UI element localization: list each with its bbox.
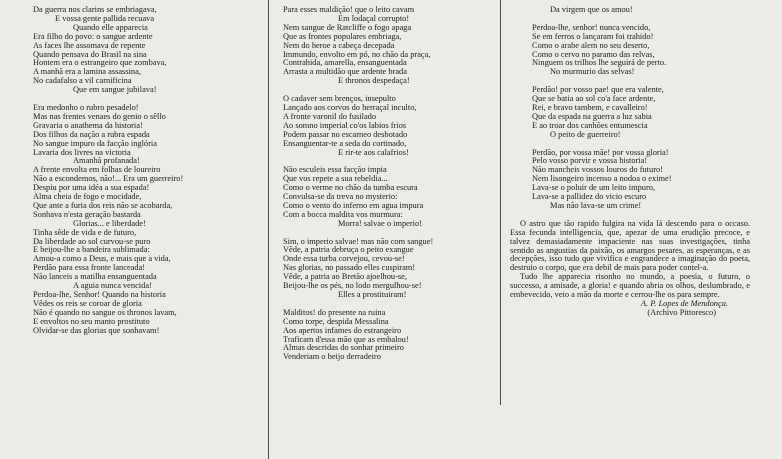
verse-line: Com a bocca maldita vos murmura: <box>283 210 403 219</box>
verse-line: Vêde, a patria debruça o peito exangue <box>283 246 414 255</box>
verse-line: Perdão para essa fronte lanceada! <box>33 264 146 273</box>
verse-line: Olvidar-se das glorias que sonhavam! <box>33 326 160 335</box>
stanza-gap <box>283 229 497 238</box>
verse-line: Immundo, envolto em pó, no chão da praça, <box>283 50 431 59</box>
verse-line: Contrahida, amarella, ensanguentada <box>283 59 407 68</box>
verse-line: Tinha sêde de vida e de futuro, <box>33 228 137 237</box>
verse-line: Gravaria o anathema da historia! <box>33 121 143 130</box>
verse-line: Morra! salvae o imperio! <box>338 219 422 228</box>
poem-column-3 <box>510 6 750 318</box>
verse-line: A frente envolta em folhas de loureiro <box>33 166 161 175</box>
stanza-gap <box>510 77 750 86</box>
verse-line: E rir-te aos calafrios! <box>338 148 409 157</box>
verse-line: Que as frontes populares embriaga, <box>283 32 402 41</box>
verse-line: Como o arabe alem no seu deserto, <box>532 41 650 50</box>
verse-line: Dos filhos da nação a rubra espada <box>33 130 150 139</box>
verse-line: Perdoa-lhe, Senhor! Quando na historia <box>33 291 166 299</box>
verse-line: A fronte varonil do fusilado <box>283 112 377 121</box>
verse-line: Nas glorias, no passado elles cuspiram! <box>283 264 416 273</box>
verse-line: A aguia nunca vencida! <box>73 282 152 291</box>
poem-column-2 <box>283 6 497 362</box>
stanza-gap <box>510 15 750 24</box>
verse-line: Convulsa-se da treva no mysterio: <box>283 193 398 202</box>
verse-line: Quando elle apparecia <box>73 23 148 32</box>
verse-line: Lançado aos corvos do herraçal inculto, <box>283 103 417 112</box>
stanza-gap <box>33 95 265 104</box>
verse-line: Sim, o imperio salvae! mas não com sangue! <box>283 237 434 246</box>
stanza-gap <box>283 157 497 166</box>
verse-line: Ensanguentar-te a seda do cortinado, <box>283 139 407 148</box>
verse-line: No sangue impuro da facção inglória <box>33 139 157 148</box>
verse-line: Ninguem os trilhos lhe seguirá de perto. <box>532 59 667 68</box>
verse-line: Vêde, a patria ao Bretão ajoelhou-se, <box>283 273 407 282</box>
verse-line: Hontem era o estrangeiro que zombava, <box>33 59 167 68</box>
verse-line: Lava-se o poluir de um leito impuro, <box>532 184 656 193</box>
verse-line: O peito de guerreiro! <box>550 130 621 139</box>
verse-line: E ao troar dos canhões entumescia <box>532 121 648 130</box>
verse-line: Nem do heroe a cabeça decepada <box>283 41 395 50</box>
verse-line: No murmurio das selvas! <box>550 68 635 77</box>
verse-line: E beijou-lhe a bandeira sublimada: <box>33 246 150 255</box>
verse-line: Perdão! por vosso pae! que era valente, <box>532 86 664 95</box>
source-citation: (Archivo Pittoresco) <box>647 308 716 317</box>
verse-line: Perdão, por vossa mãe! por vossa gloria! <box>532 148 669 157</box>
verse-line: Quando pensava do Brasil na sina <box>33 50 147 59</box>
verse-line: A manhã era a lamina assassina, <box>33 68 141 77</box>
verse-line: Almas descridas do sonhar primeiro <box>283 344 404 353</box>
verse-line: Como o vento do inferno em agua impura <box>283 201 424 210</box>
stanza-gap <box>283 300 497 309</box>
verse-line: Não a escondemos, não!... Era um guerreiro! <box>33 175 184 184</box>
verse-line: Não é quando no sangue os thronos lavam, <box>33 308 177 317</box>
verse-line: Que em sangue jubilava! <box>73 86 157 95</box>
verse-line: Venderiam o beijo derradeiro <box>283 353 381 362</box>
column-rule <box>268 0 269 459</box>
verse-line: Podem passar no escarneo desbotado <box>283 130 408 139</box>
verse-line: Ao somno imperial co'os labios frios <box>283 121 407 130</box>
verse-line: Não lanceis a matilha ensanguentada <box>33 273 157 282</box>
verse-line: As faces lhe assomava de repente <box>33 41 146 50</box>
verse-line: Mas nas frentes venaes do genio o sêllo <box>33 112 166 121</box>
column-rule <box>500 0 501 405</box>
verse-line: Aos apertos infames do estrangeiro <box>283 326 402 335</box>
verse-line: Da guerra nos clarins se embriagava, <box>33 6 157 14</box>
verse-line: O cadaver sem brenços, insepulto <box>283 95 396 104</box>
verse-line: Era medonho o rubro pesadelo! <box>33 103 139 112</box>
verse-line: Onde essa turba corvejou, cevou-se! <box>283 255 405 264</box>
stanza-gap <box>283 86 497 95</box>
verse-line: Que da espada na guerra a luz sabia <box>532 112 652 121</box>
verse-line: Como o cervo no paramo das relvas, <box>532 50 655 59</box>
verse-line: Da virgem que os amou! <box>550 6 633 14</box>
verse-line: Arrasta a multidão que ardente brada <box>283 68 407 77</box>
verse-line: Amou-a como a Deus, e mais que a vida, <box>33 255 171 264</box>
prose-paragraph: O astro que tão rapido fulgira na vida lá descendo para o occaso. Essa fecunda intelligencia, que, apezar de uma erudição precoce, e talvez demasiadamente impaciente nas suas investigações, tinha sentido as angustias da paixão, os amargos pesares, as esperanças, e as decepções, isso tudo que vivifica e engrandece a imaginação do poeta, destruio o corpo, que era debil de mais para poder contel-a. <box>510 218 750 273</box>
verse-line: Lavaria dos livres na victoria <box>33 148 131 157</box>
verse-line: Lava-se a pallidez do vicio escuro <box>532 193 647 202</box>
verse-line: E vossa gente pallida recuava <box>55 14 155 23</box>
verse-line: Da liberdade ao sol curvou-se puro <box>33 237 151 246</box>
verse-line: Perdoa-lhe, senhor! nunca vencido, <box>532 23 651 32</box>
poem-column-1 <box>33 6 265 336</box>
verse-line: Nem sangue de Ratcliffe o fogo apaga <box>283 23 412 32</box>
verse-line: Como torpe, despida Messalina <box>283 317 389 326</box>
verse-line: Beijou-lhe os pés, no lodo mergulhou-se! <box>283 282 422 291</box>
verse-line: Alma cheia de fogo e mocidade, <box>33 193 142 202</box>
verse-line: Mas não lava-se um crime! <box>550 201 642 210</box>
verse-line: Que ante a furia dos reis não se acobarda, <box>33 201 173 210</box>
verse-line: Em lodaçal corrupto! <box>338 14 410 23</box>
verse-line: Se em ferros o lançaram foi trahido! <box>532 32 654 41</box>
author-signature: A. P. Lopes de Mendonça. <box>640 300 728 309</box>
verse-line: Como o verme no chão da tumba escura <box>283 184 418 193</box>
verse-line: Despiu por uma idéa a sua espada! <box>33 184 150 193</box>
verse-line: Amanhã profanada! <box>73 157 140 166</box>
prose-paragraph: Tudo lhe apparecia risonho no mundo, a poesia, o futuro, o successo, a amisade, a gloria! e quando abria os olhos, deslumbrado, e embevecido, veio a mão da morte e cerrou-lhe os para sempre. <box>510 272 750 300</box>
verse-line: Sonhava n'esta geração bastarda <box>33 210 141 219</box>
verse-line: Que se batia ao sol co'a face ardente, <box>532 95 656 104</box>
stanza-gap <box>510 140 750 149</box>
verse-line: Pelo vosso porvir e vossa historia! <box>532 157 648 166</box>
verse-line: Elles a prostituiram! <box>338 291 407 299</box>
verse-line: Nem lisongeiro incenso a nodoa o exime! <box>532 175 672 184</box>
verse-line: Não mancheis vossos louros do futuro! <box>532 166 663 175</box>
verse-line: Traficam d'essa mão que as embalou! <box>283 335 409 344</box>
verse-line: Que vos repete a sua rebeldia... <box>283 175 388 184</box>
verse-line: Glorias... e liberdade! <box>73 219 146 228</box>
verse-line: Vêdes os reis se coroar de gloria <box>33 299 142 308</box>
verse-line: E envoltos no seu manto prostituto <box>33 317 150 326</box>
verse-line: Malditos! do presente na ruina <box>283 308 386 317</box>
verse-line: Não esculeis essa facção impia <box>283 166 387 175</box>
verse-line: Para esses maldição! que o leito cavam <box>283 6 415 14</box>
verse-line: No cadafalso a vil carnificina <box>33 77 132 86</box>
verse-line: E thronos despedaça! <box>338 77 410 86</box>
verse-line: Rei, e bravo tambem, e cavalleiro! <box>532 103 648 112</box>
verse-line: Era filho do povo: o sangue ardente <box>33 32 153 41</box>
